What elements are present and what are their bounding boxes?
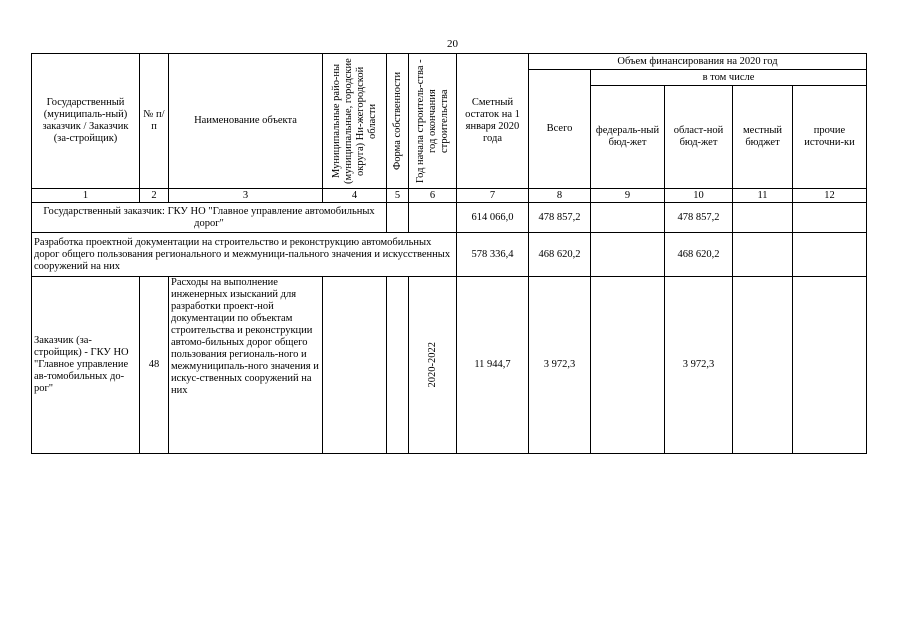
design-balance: 578 336,4 [457,233,529,277]
col-number: 7 [457,189,529,203]
header-funding: Объем финансирования на 2020 год [529,54,867,70]
page-number: 20 [447,38,458,50]
item-balance: 11 944,7 [457,277,529,454]
col-number: 6 [409,189,457,203]
col-number: 1 [32,189,140,203]
empty-cell [793,277,867,454]
header-regional: област-ной бюд-жет [665,86,733,189]
design-label: Разработка проектной документации на строительство и реконструкцию автомобильных дорог общего пользования регионального и межмуници-пального значения и искусственных сооружений на них [32,233,457,277]
col-number: 10 [665,189,733,203]
header-years-text: Год начала строитель-ства - год окончания строительства [414,59,450,183]
header-district [323,54,387,189]
header-row-1 [32,54,867,70]
empty-cell [591,203,665,233]
header-number: № п/ п [140,54,169,189]
header-including: в том числе [591,70,867,86]
empty-cell [591,233,665,277]
col-number: 5 [387,189,409,203]
item-name: Расходы на выполнение инженерных изысканий для разработки проект-ной документации по объектам строительства и реконструкции автомо-бильных дорог общего пользования региональ-ного и межмуниципаль-ного значения и искус-ственных сооружений на них [169,277,323,454]
item-customer: Заказчик (за-стройщик) - ГКУ НО "Главное управление ав-томобильных до-рог" [32,277,140,454]
state-customer-total: 478 857,2 [529,203,591,233]
col-number: 3 [169,189,323,203]
empty-cell [733,277,793,454]
empty-cell [793,203,867,233]
item-years-text: 2020-2022 [426,342,438,388]
col-number: 11 [733,189,793,203]
empty-cell [387,277,409,454]
header-years [409,54,457,189]
empty-cell [323,277,387,454]
header-customer: Государственный (муниципаль-ный) заказчик / Заказчик (за-стройщик) [32,54,140,189]
empty-cell [591,277,665,454]
header-local: местный бюджет [733,86,793,189]
header-other: прочие источни-ки [793,86,867,189]
design-regional: 468 620,2 [665,233,733,277]
item-years [409,277,457,454]
col-number: 12 [793,189,867,203]
col-number: 9 [591,189,665,203]
empty-cell [387,203,409,233]
col-number: 8 [529,189,591,203]
item-total: 3 972,3 [529,277,591,454]
column-numbers-row [32,189,867,203]
header-federal: федераль-ный бюд-жет [591,86,665,189]
design-row [32,233,867,277]
header-total: Всего [529,70,591,189]
item-row [32,277,867,454]
empty-cell [409,203,457,233]
header-ownership [387,54,409,189]
header-district-text: Муниципальные райо-ны (муниципальные, городские округа) Ни-жегородской области [330,58,378,184]
state-customer-balance: 614 066,0 [457,203,529,233]
item-regional: 3 972,3 [665,277,733,454]
header-balance: Сметный остаток на 1 января 2020 года [457,54,529,189]
funding-table [31,53,867,454]
empty-cell [733,233,793,277]
state-customer-row [32,203,867,233]
empty-cell [733,203,793,233]
empty-cell [793,233,867,277]
item-number: 48 [140,277,169,454]
state-customer-regional: 478 857,2 [665,203,733,233]
col-number: 2 [140,189,169,203]
col-number: 4 [323,189,387,203]
header-object-name: Наименование объекта [169,54,323,189]
header-ownership-text: Форма собственности [391,71,403,171]
design-total: 468 620,2 [529,233,591,277]
state-customer-label: Государственный заказчик: ГКУ НО "Главное управление автомобильных дорог" [32,203,387,233]
